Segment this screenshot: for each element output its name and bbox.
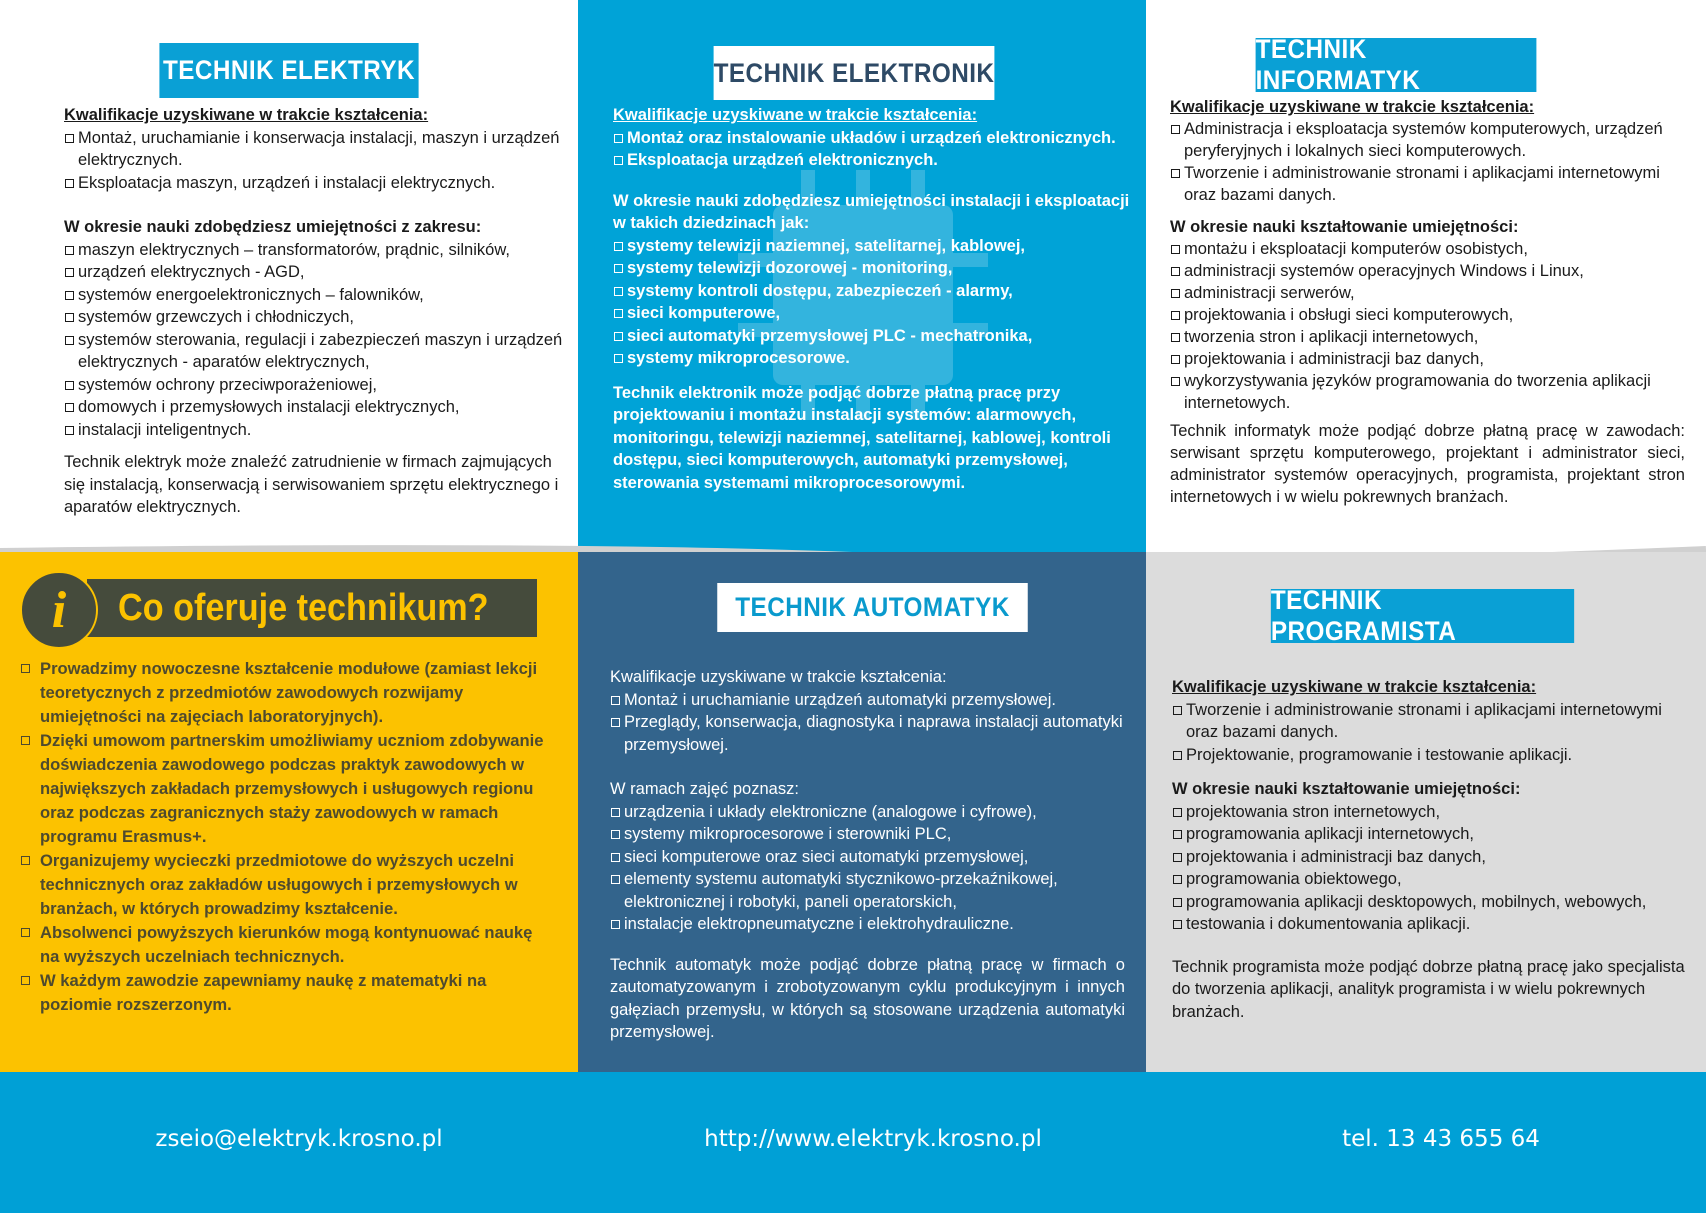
section-content	[613, 104, 1138, 494]
section-title: TECHNIK PROGRAMISTA	[1271, 589, 1574, 643]
qualifications-heading: Kwalifikacje uzyskiwane w trakcie kształcenia:	[613, 106, 978, 124]
phone-number: tel. 13 43 655 64	[1342, 1126, 1540, 1152]
skills-list	[64, 239, 574, 442]
list-item: Tworzenie i administrowanie stronami i aplikacjami internetowymi oraz bazami danych.	[1172, 699, 1687, 744]
list-item: systemów energoelektronicznych – falowników,	[64, 284, 574, 307]
list-item: projektowania stron internetowych,	[1172, 801, 1687, 824]
panel-technik-informatyk	[1146, 0, 1706, 560]
list-item: programowania obiektowego,	[1172, 868, 1687, 891]
skills-list	[613, 235, 1138, 370]
list-item: montażu i eksploatacji komputerów osobistych,	[1170, 238, 1685, 260]
list-item: testowania i dokumentowania aplikacji.	[1172, 913, 1687, 936]
list-item: domowych i przemysłowych instalacji elektrycznych,	[64, 396, 574, 419]
list-item: systemy telewizji naziemnej, satelitarnej, kablowej,	[613, 235, 1138, 258]
list-item: Administracja i eksploatacja systemów komputerowych, urządzeń peryferyjnych i lokalnych sieci komputerowych.	[1170, 118, 1685, 162]
list-item: sieci komputerowe,	[613, 302, 1138, 325]
list-item: projektowania i obsługi sieci komputerowych,	[1170, 304, 1685, 326]
list-item: Projektowanie, programowanie i testowanie aplikacji.	[1172, 744, 1687, 767]
list-item: Absolwenci powyższych kierunków mogą kontynuować naukę na wyższych uczelniach technicznych.	[20, 921, 545, 969]
list-item: Dzięki umowom partnerskim umożliwiamy uczniom zdobywanie doświadczenia zawodowego podczas praktyk zawodowych w największych zakładach przemysłowych i usługowych regionu oraz podczas zagranicznych staży zawodowych w ramach programu Erasmus+.	[20, 729, 545, 849]
skills-list	[1172, 801, 1687, 936]
list-item: systemy telewizji dozorowej - monitoring,	[613, 257, 1138, 280]
section-title: TECHNIK ELEKTRYK	[159, 43, 418, 98]
section-title: TECHNIK ELEKTRONIK	[714, 46, 995, 100]
skills-heading: W okresie nauki zdobędziesz umiejętności instalacji i eksploatacji w takich dziedzinach jak:	[613, 191, 1130, 232]
panel-technik-elektryk	[0, 0, 578, 560]
list-item: Organizujemy wycieczki przedmiotowe do wyższych uczelni technicznych oraz zakładów usługowych i przemysłowych w branżach, w których prowadzimy kształcenie.	[20, 849, 545, 921]
career-description: Technik elektryk może znaleźć zatrudnienie w firmach zajmujących się instalacją, konserwacją i serwisowaniem sprzętu elektrycznego i aparatów elektrycznych.	[64, 453, 559, 516]
panel-technik-programista	[1146, 552, 1706, 1072]
list-item: elementy systemu automatyki stycznikowo-przekaźnikowej, elektronicznej i robotyki, paneli operatorskich,	[610, 868, 1125, 913]
career-description: Technik informatyk może podjąć dobrze płatną pracę w zawodach: serwisant sprzętu komputerowego, projektant i administrator sieci, administrator systemów operacyjnych, programista, projektant stron internetowych i w wielu pokrewnych branżach.	[1170, 422, 1685, 506]
section-content	[1170, 96, 1685, 508]
section-title: Co oferuje technikum?	[118, 587, 489, 629]
qualifications-list	[613, 127, 1138, 172]
list-item: Tworzenie i administrowanie stronami i aplikacjami internetowymi oraz bazami danych.	[1170, 162, 1685, 206]
list-item: Montaż oraz instalowanie układów i urządzeń elektronicznych.	[613, 127, 1138, 150]
panel-technik-elektronik	[578, 0, 1146, 560]
list-item: Prowadzimy nowoczesne kształcenie modułowe (zamiast lekcji teoretycznych z przedmiotów zawodowych rozwijamy umiejętności na zajęciach laboratoryjnych).	[20, 657, 545, 729]
list-item: systemy mikroprocesorowe i sterowniki PLC,	[610, 823, 1125, 846]
skills-heading: W okresie nauki zdobędziesz umiejętności z zakresu:	[64, 218, 482, 236]
list-item: tworzenia stron i aplikacji internetowych,	[1170, 326, 1685, 348]
list-item: programowania aplikacji desktopowych, mobilnych, webowych,	[1172, 891, 1687, 914]
qualifications-heading: Kwalifikacje uzyskiwane w trakcie kształcenia:	[1172, 678, 1537, 696]
list-item: Eksploatacja maszyn, urządzeń i instalacji elektrycznych.	[64, 172, 574, 195]
skills-list	[1170, 238, 1685, 414]
qualifications-heading: Kwalifikacje uzyskiwane w trakcie kształcenia:	[1170, 98, 1535, 116]
list-item: urządzenia i układy elektroniczne (analogowe i cyfrowe),	[610, 801, 1125, 824]
list-item: sieci komputerowe oraz sieci automatyki przemysłowej,	[610, 846, 1125, 869]
list-item: Eksploatacja urządzeń elektronicznych.	[613, 149, 1138, 172]
career-description: Technik programista może podjąć dobrze płatną pracę jako specjalista do tworzenia aplikacji, analityk programista i w wielu pokrewnych branżach.	[1172, 957, 1685, 1021]
list-item: Przeglądy, konserwacja, diagnostyka i naprawa instalacji automatyki przemysłowej.	[610, 711, 1125, 756]
list-item: Montaż i uruchamianie urządzeń automatyki przemysłowej.	[610, 689, 1125, 712]
skills-list	[610, 801, 1125, 936]
qualifications-list	[64, 127, 574, 195]
info-icon: i	[20, 571, 98, 649]
section-content	[610, 666, 1125, 1044]
list-item: urządzeń elektrycznych - AGD,	[64, 261, 574, 284]
list-item: systemów grzewczych i chłodniczych,	[64, 306, 574, 329]
list-item: Montaż, uruchamianie i konserwacja instalacji, maszyn i urządzeń elektrycznych.	[64, 127, 574, 172]
section-title: TECHNIK AUTOMATYK	[717, 583, 1028, 632]
list-item: systemy kontroli dostępu, zabezpieczeń - alarmy,	[613, 280, 1138, 303]
qualifications-heading: Kwalifikacje uzyskiwane w trakcie kształcenia:	[610, 668, 947, 686]
list-item: instalacje elektropneumatyczne i elektrohydrauliczne.	[610, 913, 1125, 936]
section-title: TECHNIK INFORMATYK	[1256, 38, 1537, 92]
list-item: projektowania i administracji baz danych,	[1170, 348, 1685, 370]
list-item: wykorzystywania języków programowania do tworzenia aplikacji internetowych.	[1170, 370, 1685, 414]
qualifications-list	[610, 689, 1125, 757]
offer-list	[20, 657, 545, 1017]
skills-heading: W ramach zajęć poznasz:	[610, 780, 799, 798]
section-content	[1172, 676, 1687, 1023]
panel-technik-automatyk	[578, 552, 1146, 1072]
skills-heading: W okresie nauki kształtowanie umiejętności:	[1172, 780, 1521, 798]
list-item: instalacji inteligentnych.	[64, 419, 574, 442]
qualifications-heading: Kwalifikacje uzyskiwane w trakcie kształcenia:	[64, 106, 429, 124]
career-description: Technik elektronik może podjąć dobrze płatną pracę przy projektowaniu i montażu instalacji systemów: alarmowych, monitoringu, telewizji naziemnej, satelitarnej, kablowej, kontroli dostępu, sieci komputerowych, automatyki przemysłowej, sterowania systemami mikroprocesorowymi.	[613, 383, 1111, 492]
list-item: administracji serwerów,	[1170, 282, 1685, 304]
list-item: sieci automatyki przemysłowej PLC - mechatronika,	[613, 325, 1138, 348]
qualifications-list	[1172, 699, 1687, 767]
list-item: projektowania i administracji baz danych,	[1172, 846, 1687, 869]
qualifications-list	[1170, 118, 1685, 206]
list-item: systemów sterowania, regulacji i zabezpieczeń maszyn i urządzeń elektrycznych - aparatów elektrycznych,	[64, 329, 574, 374]
email-link[interactable]: zseio@elektryk.krosno.pl	[155, 1126, 443, 1152]
panel-co-oferuje-technikum	[0, 552, 578, 1072]
website-link[interactable]: http://www.elektryk.krosno.pl	[704, 1126, 1042, 1152]
list-item: maszyn elektrycznych – transformatorów, prądnic, silników,	[64, 239, 574, 262]
section-content	[64, 104, 574, 519]
list-item: programowania aplikacji internetowych,	[1172, 823, 1687, 846]
skills-heading: W okresie nauki kształtowanie umiejętności:	[1170, 218, 1519, 236]
list-item: administracji systemów operacyjnych Windows i Linux,	[1170, 260, 1685, 282]
career-description: Technik automatyk może podjąć dobrze płatną pracę w firmach o zautomatyzowanym i zrobotyzowanym cyklu produkcyjnym i innych gałęziach przemysłu, w których są stosowane urządzenia automatyki przemysłowej.	[610, 955, 1125, 1041]
list-item: systemów ochrony przeciwporażeniowej,	[64, 374, 574, 397]
list-item: W każdym zawodzie zapewniamy naukę z matematyki na poziomie rozszerzonym.	[20, 969, 545, 1017]
list-item: systemy mikroprocesorowe.	[613, 347, 1138, 370]
